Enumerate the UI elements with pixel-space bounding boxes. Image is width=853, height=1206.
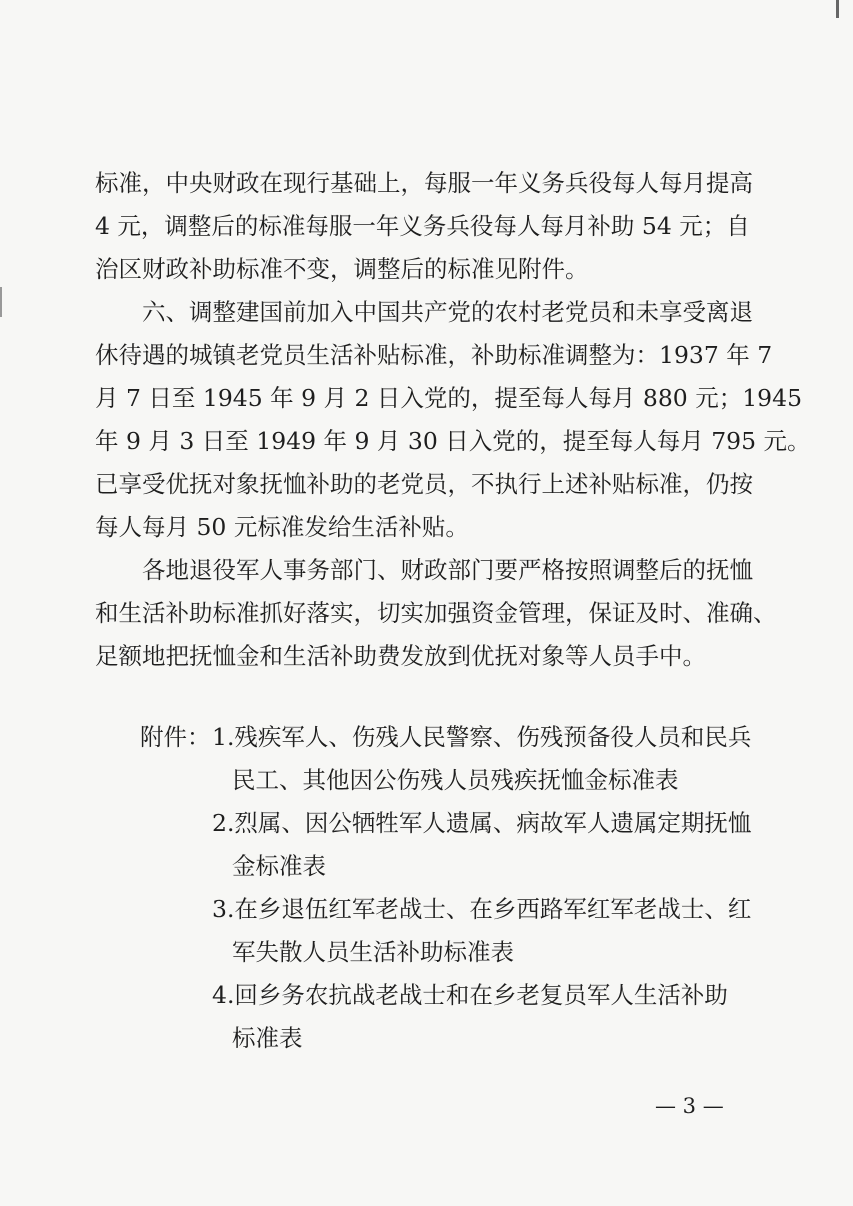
page-number: — 3 — <box>655 1094 724 1118</box>
text-line: 和生活补助标准抓好落实，切实加强资金管理，保证及时、准确、 <box>95 599 777 627</box>
text-line: 军失散人员生活补助标准表 <box>232 938 514 966</box>
text-line: 六、调整建国前加入中国共产党的农村老党员和未享受离退 <box>142 298 753 326</box>
text-line: 各地退役军人事务部门、财政部门要严格按照调整后的抚恤 <box>142 556 753 584</box>
text-line: 1.残疾军人、伤残人民警察、伤残预备役人员和民兵 <box>212 723 752 751</box>
text-line: 已享受优抚对象抚恤补助的老党员，不执行上述补贴标准，仍按 <box>95 470 753 498</box>
text-line: 2.烈属、因公牺牲军人遗属、病故军人遗属定期抚恤 <box>212 809 752 837</box>
attachments-label: 附件： <box>140 723 211 751</box>
text-line: 休待遇的城镇老党员生活补贴标准，补助标准调整为：1937 年 7 <box>95 341 773 369</box>
text-line: 月 7 日至 1945 年 9 月 2 日入党的，提至每人每月 880 元；1945 <box>95 384 803 412</box>
text-line: 标准，中央财政在现行基础上，每服一年义务兵役每人每月提高 <box>95 169 753 197</box>
text-line: 每人每月 50 元标准发给生活补贴。 <box>95 513 469 541</box>
text-line: 3.在乡退伍红军老战士、在乡西路军红军老战士、红 <box>212 895 752 923</box>
scan-edge-mark <box>0 287 2 317</box>
text-line: 治区财政补助标准不变，调整后的标准见附件。 <box>95 255 589 283</box>
text-line: 民工、其他因公伤残人员残疾抚恤金标准表 <box>232 766 679 794</box>
text-line: 足额地把抚恤金和生活补助费发放到优抚对象等人员手中。 <box>95 642 706 670</box>
text-line: 金标准表 <box>232 852 326 880</box>
text-line: 4 元，调整后的标准每服一年义务兵役每人每月补助 54 元；自 <box>95 212 750 240</box>
scan-edge-mark <box>836 0 839 18</box>
text-line: 4.回乡务农抗战老战士和在乡老复员军人生活补助 <box>212 981 728 1009</box>
text-line: 标准表 <box>232 1024 303 1052</box>
text-line: 年 9 月 3 日至 1949 年 9 月 30 日入党的，提至每人每月 795 元。 <box>95 427 811 455</box>
